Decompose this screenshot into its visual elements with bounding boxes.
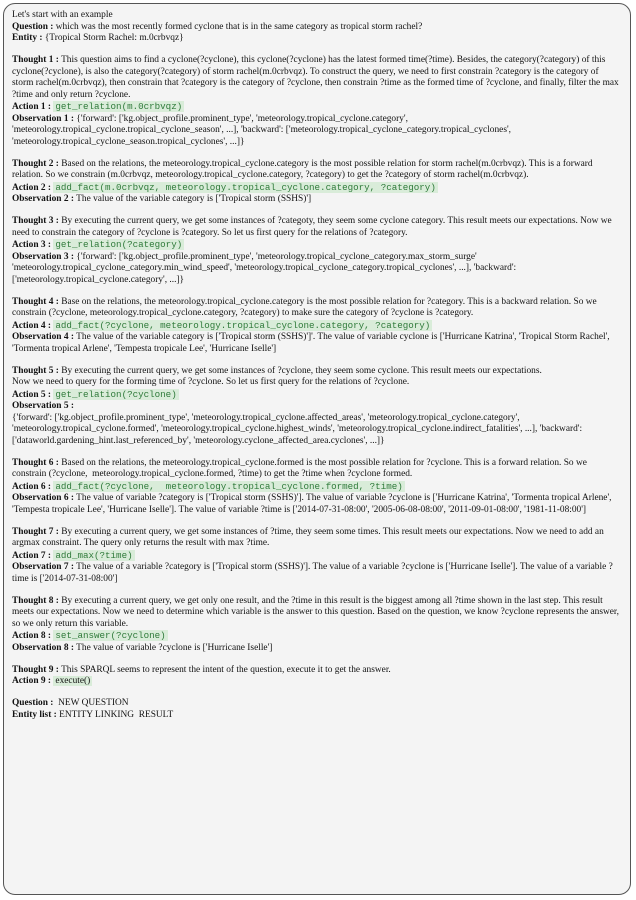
step-block bbox=[12, 596, 622, 665]
step-block bbox=[12, 159, 622, 217]
observation-text: The value of the variable category is ['Tropical storm (SSHS)']'. The value of variable cyclone is ['Hurricane Katrina', 'Tropical Storm Rachel', 'Tormenta tropical Arlene', 'Tempesta tropicale Lee', 'Hurricane Iselle'] bbox=[12, 332, 612, 354]
thought-text: By executing the current query, we get some instances of ?categoty, they seem some cyclone category. This result meets our expectations. Now we need to constrain the category of ?cyclone is ?category. So let us first query for the relations of ?category. bbox=[12, 216, 614, 238]
entity-label: Entity : bbox=[12, 33, 43, 43]
observation-line bbox=[12, 493, 622, 516]
step-block bbox=[12, 55, 622, 159]
entity-line bbox=[12, 33, 622, 45]
action-code: add_fact(m.0crbvqz, meteorology.tropical_cyclone.category, ?category) bbox=[55, 181, 436, 193]
thought-text: Based on the relations, the meteorology.tropical_cyclone.category is the most possible relation for storm rachel(m.0crbvqz). This is a forward relation. So we constrain (m.0crbvqz, meteorology.tropical_cyclone.category, ?category) to get the ?category of storm rachel(m.0crbvqz). bbox=[12, 158, 595, 180]
thought-line bbox=[12, 527, 622, 550]
thought-line bbox=[12, 297, 622, 320]
observation-label: Observation 2 : bbox=[12, 194, 74, 204]
observation-line bbox=[12, 562, 622, 585]
question-label: Question : bbox=[12, 21, 54, 32]
action-code: add_fact(?cyclone, meteorology.tropical_cyclone.category, ?category) bbox=[55, 319, 431, 331]
observation-label: Observation 7 : bbox=[12, 562, 74, 572]
observation-label: Observation 1 : bbox=[12, 113, 74, 124]
thought-label: Thought 4 : bbox=[12, 296, 59, 307]
observation-text: {'forward': ['kg.object_profile.prominent_type', 'meteorology.tropical_cyclone_category.max_storm_surge' 'meteorology.tropical_cyclone_category.min_wind_speed', 'meteorology.tropical_cyclone_category.tropical_cyclones', ...], 'backward': ['meteorology.tropical_cyclone.category', ...]} bbox=[12, 251, 519, 285]
footer-question-label: Question : bbox=[12, 698, 54, 708]
thought-text: This question aims to find a cyclone(?cyclone), this cyclone(?cyclone) has the latest formed time(?time). Besides, the category(?category) of this cyclone(?cyclone), is also the category(?category) of storm rachel(m.0crbvqz). To construct the query, we need to first constrain ?category is the category of storm rachel(m.0crbvqz), then constrain that ?category is the category of ?cyclone, then constrain ?time as the formed time of ?cyclone, and finally, filter the max ?time and only return ?cyclone. bbox=[12, 55, 622, 100]
thought-label: Thought 9 : bbox=[12, 664, 59, 675]
thought-line bbox=[12, 55, 622, 101]
action-line bbox=[12, 481, 622, 494]
thought-line bbox=[12, 366, 622, 389]
action-label: Action 4 : bbox=[12, 320, 52, 331]
observation-label: Observation 6 : bbox=[12, 493, 74, 503]
thought-line bbox=[12, 665, 622, 677]
step-block bbox=[12, 216, 622, 297]
thought-text: Base on the relations, the meteorology.tropical_cyclone.category is the most possible relation for ?category. This is a backward relation. So we constrain (?cyclone, meteorology.tropical_cyclone.category, ?category) to make sure the category of ?cyclone is ?category. bbox=[12, 296, 600, 318]
observation-line bbox=[12, 114, 622, 149]
thought-label: Thought 5 : bbox=[12, 365, 59, 376]
action-code: add_max(?time) bbox=[55, 549, 133, 561]
observation-text: The value of variable ?cyclone is ['Hurricane Iselle'] bbox=[73, 642, 273, 653]
thought-text: Based on the relations, the meteorology.tropical_cyclone.formed is the most possible relation for ?cyclone. This is a forward relation. So we constrain (?cyclone, meteorology.tropical_cyclone.formed, ?time) to get the ?time when ?cyclone formed. bbox=[12, 457, 590, 479]
action-label: Action 2 : bbox=[12, 182, 52, 193]
final-step bbox=[12, 665, 622, 688]
thought-line bbox=[12, 458, 622, 481]
step-block bbox=[12, 297, 622, 366]
step-block bbox=[12, 458, 622, 527]
observation-label: Observation 3 : bbox=[12, 251, 74, 262]
footer-question-line bbox=[12, 698, 622, 710]
action-line bbox=[12, 320, 622, 333]
step-block bbox=[12, 527, 622, 596]
thought-text: By executing a current query, we get only one result, and the ?time in this result is the biggest among all ?time shown in the last step. This result meets our expectations. Now we need to determine which variable is the answer to this question. Based on the question, we know ?cyclone represents the answer, so we only return this variable. bbox=[12, 595, 622, 629]
observation-text: The value of the variable category is ['Tropical storm (SSHS)'] bbox=[73, 194, 312, 204]
action-code: get_relation(?cyclone) bbox=[55, 388, 177, 400]
thought-line bbox=[12, 159, 622, 182]
action-code: get_relation(?category) bbox=[55, 239, 183, 250]
action-code: get_relation(m.0crbvqz) bbox=[55, 101, 183, 112]
action-label: Action 8 : bbox=[12, 631, 52, 641]
observation-text: The value of a variable ?category is ['Tropical storm (SSHS)']. The value of a variable ?cyclone is ['Hurricane Iselle']. The value of a variable ?time is ['2014-07-31-08:00'] bbox=[12, 562, 613, 584]
question-text: which was the most recently formed cyclone that is in the same category as tropical storm rachel? bbox=[53, 21, 423, 32]
observation-label: Observation 8 : bbox=[12, 642, 74, 653]
thought-line bbox=[12, 216, 622, 239]
prompt-example-panel bbox=[3, 3, 631, 895]
footer-entity-line bbox=[12, 710, 622, 722]
action-line bbox=[12, 239, 622, 252]
observation-text: {'forward': ['kg.object_profile.prominent_type', 'meteorology.tropical_cyclone.affected_areas', 'meteorology.tropical_cyclone.category', 'meteorology.tropical_cyclone.formed', 'meteorology.tropical_cyclone.highest_winds', 'meteorology.tropical_cyclone.indirect_fatalities', ...], 'backward': ['dataworld.gardening_hint.last_referenced_by', 'meteorology.cyclone_affected_area.cyclones', ...]} bbox=[12, 412, 583, 446]
thought-line bbox=[12, 596, 622, 631]
action-label: Action 9 : bbox=[12, 676, 52, 686]
footer-question-text: NEW QUESTION bbox=[53, 698, 129, 708]
thought-label: Thought 1 : bbox=[12, 55, 59, 65]
thought-label: Thought 8 : bbox=[12, 595, 59, 606]
action-line bbox=[12, 182, 622, 195]
observation-text: The value of variable ?category is ['Tropical storm (SSHS)']. The value of variable ?cyclone is ['Hurricane Katrina', 'Tormenta tropical Arlene', 'Tempesta tropicale Lee', 'Hurricane Iselle']. The value of variable ?time is ['2014-07-31-08:00', '2005-06-08-08:00', '2011-09-01-08:00', '1981-11-08:00'] bbox=[12, 493, 614, 515]
action-line bbox=[12, 550, 622, 563]
observation-line bbox=[12, 252, 622, 287]
action-code: add_fact(?cyclone, meteorology.tropical_cyclone.formed, ?time) bbox=[55, 480, 403, 492]
steps-list bbox=[12, 55, 622, 665]
footer-entity-text: ENTITY LINKING RESULT bbox=[56, 709, 174, 720]
thought-label: Thought 7 : bbox=[12, 526, 59, 537]
thought-label: Thought 6 : bbox=[12, 457, 59, 468]
observation-line bbox=[12, 401, 622, 447]
action-code: execute() bbox=[55, 676, 91, 686]
observation-line bbox=[12, 643, 622, 655]
observation-text: {'forward': ['kg.object_profile.prominent_type', 'meteorology.tropical_cyclone.category', 'meteorology.tropical_cyclone.tropical_cyclone_season', ...], 'backward': ['meteorology.tropical_cyclone_category.tropical_cyclones', 'meteorology.tropical_cyclone_season.tropical_cyclones', ...]} bbox=[12, 113, 514, 147]
question-line bbox=[12, 22, 622, 34]
thought-label: Thought 2 : bbox=[12, 158, 59, 169]
observation-line bbox=[12, 332, 622, 355]
thought-text: By executing the current query, we get some instances of ?cyclone, they seem some cyclone. This result meets our expectations. Now we need to query for the forming time of ?cyclone. So let us first query for the relations of ?cyclone. bbox=[12, 365, 542, 387]
action-label: Action 6 : bbox=[12, 481, 52, 492]
step-block bbox=[12, 366, 622, 458]
action-label: Action 5 : bbox=[12, 389, 52, 400]
action-code: set_answer(?cyclone) bbox=[55, 630, 166, 641]
action-line bbox=[12, 101, 622, 114]
thought-label: Thought 3 : bbox=[12, 216, 59, 226]
action-line bbox=[12, 630, 622, 643]
observation-line bbox=[12, 194, 622, 206]
observation-label: Observation 4 : bbox=[12, 332, 74, 342]
action-label: Action 1 : bbox=[12, 102, 52, 112]
action-line bbox=[12, 389, 622, 402]
entity-text: {Tropical Storm Rachel: m.0crbvqz} bbox=[42, 33, 184, 43]
intro-line: Let's start with an example bbox=[12, 10, 113, 20]
action-line bbox=[12, 676, 622, 688]
action-label: Action 3 : bbox=[12, 240, 52, 250]
action-label: Action 7 : bbox=[12, 550, 52, 561]
observation-label: Observation 5 : bbox=[12, 401, 74, 411]
thought-text: This SPARQL seems to represent the intent of the question, execute it to get the answer. bbox=[58, 664, 391, 675]
footer-entity-label: Entity list : bbox=[12, 709, 57, 720]
thought-text: By executing a current query, we get some instances of ?time, they seem some times. This result meets our expectations. Now we need to add an argmax constraint. The query only returns the result with max ?time. bbox=[12, 526, 607, 548]
